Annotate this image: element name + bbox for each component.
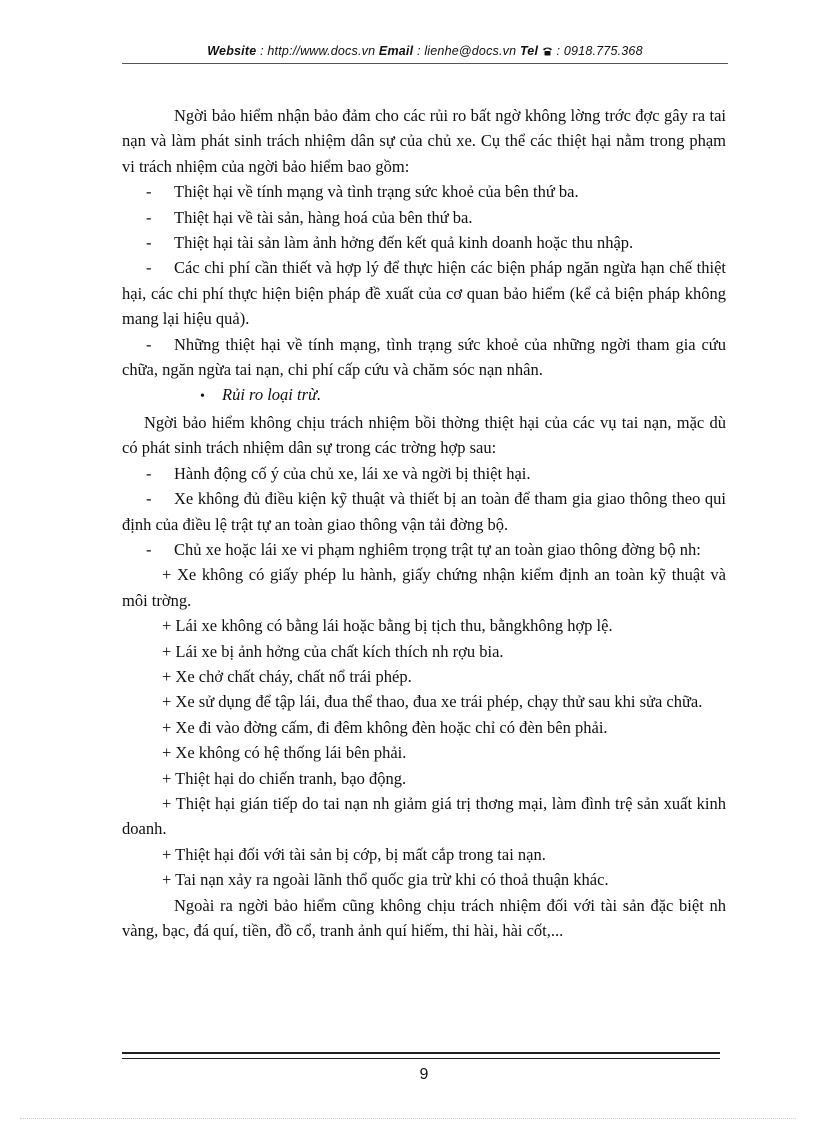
violation-item: + Thiệt hại đối với tài sản bị cớp, bị mất cắp trong tai nạn. — [162, 844, 546, 864]
covered-item: - Các chi phí cần thiết và hợp lý để thực hiện các biện pháp ngăn ngừa hạn chế thiệt hại, các chi phí thực hiện biện pháp đề xuất của cơ quan bảo hiểm (kể cả biện pháp không mang lại hiệu quả). — [122, 258, 726, 329]
page-edge — [20, 1118, 796, 1119]
violation-item: + Xe sử dụng để tập lái, đua thể thao, đua xe trái phép, chạy thử sau khi sửa chữa. — [162, 692, 703, 712]
tel-value: : 0918.775.368 — [556, 44, 643, 58]
exclusion-item: - Chủ xe hoặc lái xe vi phạm nghiêm trọng trật tự an toàn giao thông đờng bộ nh: — [146, 539, 701, 559]
document-body — [122, 103, 726, 943]
violation-item: + Xe đi vào đờng cấm, đi đêm không đèn hoặc chỉ có đèn bên phải. — [162, 717, 608, 737]
covered-item: - Những thiệt hại về tính mạng, tình trạng sức khoẻ của những ngời tham gia cứu chữa, ngăn ngừa tai nạn, chi phí cấp cứu và chăm sóc nạn nhân. — [122, 334, 726, 380]
exclusion-intro: Ngời bảo hiểm không chịu trách nhiệm bồi thờng thiệt hại của các vụ tai nạn, mặc dù có phát sinh trách nhiệm dân sự trong các trờng hợp sau: — [122, 412, 726, 458]
exclusion-heading: • Rủi ro loại trừ. — [122, 382, 726, 409]
email-label: Email — [378, 44, 414, 58]
header-divider — [122, 63, 728, 64]
violation-item: + Xe không có giấy phép lu hành, giấy chứng nhận kiểm định an toàn kỹ thuật và môi trờng. — [122, 565, 726, 610]
violation-item: + Xe không có hệ thống lái bên phải. — [162, 743, 407, 763]
violation-item: + Thiệt hại do chiến tranh, bạo động. — [162, 768, 407, 788]
tel-label: Tel — [519, 44, 539, 58]
covered-item: - Thiệt hại tài sản làm ảnh hởng đến kết quả kinh doanh hoặc thu nhập. — [146, 233, 634, 253]
footer-divider — [122, 1052, 720, 1059]
violation-item: + Lái xe không có bằng lái hoặc bằng bị tịch thu, bằngkhông hợp lệ. — [162, 616, 613, 636]
covered-item: - Thiệt hại về tài sản, hàng hoá của bên thứ ba. — [146, 207, 473, 227]
violation-item: + Lái xe bị ảnh hởng của chất kích thích nh rợu bia. — [162, 641, 504, 661]
closing-paragraph: Ngoài ra ngời bảo hiểm cũng không chịu trách nhiệm đối với tài sản đặc biệt nh vàng, bạc, đá quí, tiền, đồ cổ, tranh ảnh quí hiếm, thi hài, hài cốt,... — [122, 895, 726, 940]
website-label: Website — [207, 44, 257, 58]
exclusion-item: - Xe không đủ điều kiện kỹ thuật và thiết bị an toàn để tham gia giao thông theo qui định của điều lệ trật tự an toàn giao thông vận tải đờng bộ. — [122, 489, 726, 534]
covered-item: - Thiệt hại về tính mạng và tình trạng sức khoẻ của bên thứ ba. — [146, 182, 579, 202]
violation-item: + Thiệt hại gián tiếp do tai nạn nh giảm giá trị thơng mại, làm đình trệ sản xuất kinh doanh. — [122, 793, 726, 839]
website-value: : http://www.docs.vn — [260, 44, 376, 58]
violation-item: + Xe chở chất cháy, chất nổ trái phép. — [162, 666, 412, 686]
intro-paragraph: Ngời bảo hiểm nhận bảo đảm cho các rủi ro bất ngờ không lờng trớc đợc gây ra tai nạn và làm phát sinh trách nhiệm dân sự của chủ xe. Cụ thể các thiệt hại nằm trong phạm vi trách nhiệm của ngời bảo hiểm bao gồm: — [122, 106, 726, 176]
violation-item: + Tai nạn xảy ra ngoài lãnh thổ quốc gia trừ khi có thoả thuận khác. — [162, 870, 609, 890]
bullet-icon: • — [200, 389, 205, 405]
exclusion-item: - Hành động cố ý của chủ xe, lái xe và ngời bị thiệt hại. — [146, 463, 531, 483]
telephone-icon — [542, 44, 557, 58]
page-number: 9 — [419, 1066, 429, 1083]
page-header — [122, 44, 728, 58]
email-value: : lienhe@docs.vn — [416, 44, 517, 58]
